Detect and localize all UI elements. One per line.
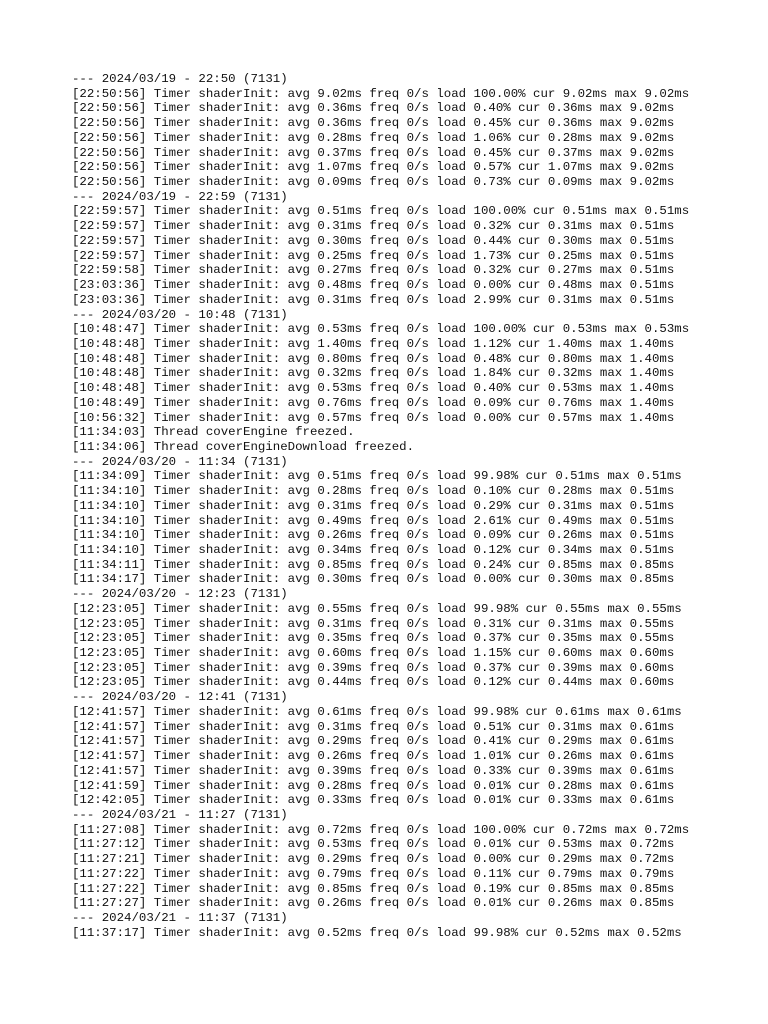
log-entry-line: [11:34:10] Timer shaderInit: avg 0.34ms freq 0/s load 0.12% cur 0.34ms max 0.51ms bbox=[72, 543, 675, 557]
log-entry-line: [11:27:22] Timer shaderInit: avg 0.85ms freq 0/s load 0.19% cur 0.85ms max 0.85ms bbox=[72, 881, 675, 896]
log-entry-line: [22:59:57] Timer shaderInit: avg 0.25ms freq 0/s load 1.73% cur 0.25ms max 0.51ms bbox=[72, 248, 675, 263]
log-entry-line: [11:34:11] Timer shaderInit: avg 0.85ms freq 0/s load 0.24% cur 0.85ms max 0.85ms bbox=[72, 557, 675, 572]
log-entry-line: [22:50:56] Timer shaderInit: avg 0.09ms freq 0/s load 0.73% cur 0.09ms max 9.02ms bbox=[72, 175, 675, 190]
log-entry-line: [23:03:36] Timer shaderInit: avg 0.31ms freq 0/s load 2.99% cur 0.31ms max 0.51ms bbox=[72, 292, 675, 307]
log-entry-line: [12:41:57] Timer shaderInit: avg 0.29ms freq 0/s load 0.41% cur 0.29ms max 0.61ms bbox=[72, 734, 675, 749]
log-entry-line: [11:34:10] Timer shaderInit: avg 0.26ms freq 0/s load 0.09% cur 0.26ms max 0.51ms bbox=[72, 528, 675, 543]
log-entry-line: [22:50:56] Timer shaderInit: avg 0.37ms freq 0/s load 0.45% cur 0.37ms max 9.02ms bbox=[72, 145, 675, 160]
log-entry-line: [11:27:08] Timer shaderInit: avg 0.72ms freq 0/s load 100.00% cur 0.72ms max 0.72ms bbox=[72, 822, 690, 837]
session-header-line: --- 2024/03/20 - 12:23 (7131) bbox=[72, 587, 288, 602]
log-entry-line: [22:59:57] Timer shaderInit: avg 0.31ms freq 0/s load 0.32% cur 0.31ms max 0.51ms bbox=[72, 219, 675, 234]
log-entry-line: [12:42:05] Timer shaderInit: avg 0.33ms freq 0/s load 0.01% cur 0.33ms max 0.61ms bbox=[72, 793, 675, 808]
log-entry-line: [11:34:17] Timer shaderInit: avg 0.30ms freq 0/s load 0.00% cur 0.30ms max 0.85ms bbox=[72, 572, 675, 587]
log-entry-line: [11:34:10] Timer shaderInit: avg 0.49ms freq 0/s load 2.61% cur 0.49ms max 0.51ms bbox=[72, 513, 675, 528]
log-entry-line: [12:41:57] Timer shaderInit: avg 0.61ms freq 0/s load 99.98% cur 0.61ms max 0.61ms bbox=[72, 704, 682, 719]
log-entry-line: [12:23:05] Timer shaderInit: avg 0.44ms freq 0/s load 0.12% cur 0.44ms max 0.60ms bbox=[72, 675, 675, 690]
log-entry-line: [11:27:22] Timer shaderInit: avg 0.79ms freq 0/s load 0.11% cur 0.79ms max 0.79ms bbox=[72, 866, 675, 881]
log-entry-line: [10:48:48] Timer shaderInit: avg 0.53ms freq 0/s load 0.40% cur 0.53ms max 1.40ms bbox=[72, 381, 675, 396]
log-entry-line: [23:03:36] Timer shaderInit: avg 0.48ms freq 0/s load 0.00% cur 0.48ms max 0.51ms bbox=[72, 278, 675, 293]
log-entry-line: [10:48:48] Timer shaderInit: avg 0.80ms freq 0/s load 0.48% cur 0.80ms max 1.40ms bbox=[72, 351, 675, 366]
log-entry-line: [10:48:47] Timer shaderInit: avg 0.53ms freq 0/s load 100.00% cur 0.53ms max 0.53ms bbox=[72, 322, 690, 337]
log-entry-line: [22:50:56] Timer shaderInit: avg 0.28ms freq 0/s load 1.06% cur 0.28ms max 9.02ms bbox=[72, 130, 675, 145]
log-entry-line: [10:48:49] Timer shaderInit: avg 0.76ms freq 0/s load 0.09% cur 0.76ms max 1.40ms bbox=[72, 395, 675, 410]
log-entry-line: [12:41:57] Timer shaderInit: avg 0.39ms freq 0/s load 0.33% cur 0.39ms max 0.61ms bbox=[72, 763, 675, 778]
log-entry-line: [12:23:05] Timer shaderInit: avg 0.55ms freq 0/s load 99.98% cur 0.55ms max 0.55ms bbox=[72, 601, 682, 616]
session-header-line: --- 2024/03/21 - 11:37 (7131) bbox=[72, 910, 288, 925]
log-entry-line: [22:50:56] Timer shaderInit: avg 9.02ms freq 0/s load 100.00% cur 9.02ms max 9.02ms bbox=[72, 86, 690, 101]
log-entry-line: [10:56:32] Timer shaderInit: avg 0.57ms freq 0/s load 0.00% cur 0.57ms max 1.40ms bbox=[72, 410, 675, 425]
log-entry-line: [12:23:05] Timer shaderInit: avg 0.60ms freq 0/s load 1.15% cur 0.60ms max 0.60ms bbox=[72, 646, 675, 661]
session-header-line: --- 2024/03/20 - 10:48 (7131) bbox=[72, 307, 288, 322]
log-entry-line: [11:34:03] Thread coverEngine freezed. bbox=[72, 425, 355, 440]
log-entry-line: [22:59:57] Timer shaderInit: avg 0.51ms freq 0/s load 100.00% cur 0.51ms max 0.51ms bbox=[72, 204, 690, 219]
log-entry-line: [10:48:48] Timer shaderInit: avg 0.32ms freq 0/s load 1.84% cur 0.32ms max 1.40ms bbox=[72, 366, 675, 381]
log-entry-line: [11:27:21] Timer shaderInit: avg 0.29ms freq 0/s load 0.00% cur 0.29ms max 0.72ms bbox=[72, 852, 675, 867]
log-entry-line: [12:23:05] Timer shaderInit: avg 0.39ms freq 0/s load 0.37% cur 0.39ms max 0.60ms bbox=[72, 660, 675, 675]
log-entry-line: [11:34:10] Timer shaderInit: avg 0.31ms freq 0/s load 0.29% cur 0.31ms max 0.51ms bbox=[72, 498, 675, 513]
log-entry-line: [11:27:27] Timer shaderInit: avg 0.26ms freq 0/s load 0.01% cur 0.26ms max 0.85ms bbox=[72, 896, 675, 911]
log-entry-line: [22:50:56] Timer shaderInit: avg 1.07ms freq 0/s load 0.57% cur 1.07ms max 9.02ms bbox=[72, 160, 675, 175]
session-header-line: --- 2024/03/20 - 12:41 (7131) bbox=[72, 690, 288, 705]
log-entry-line: [10:48:48] Timer shaderInit: avg 1.40ms freq 0/s load 1.12% cur 1.40ms max 1.40ms bbox=[72, 336, 675, 351]
log-entry-line: [12:23:05] Timer shaderInit: avg 0.35ms freq 0/s load 0.37% cur 0.35ms max 0.55ms bbox=[72, 631, 675, 646]
log-entry-line: [12:23:05] Timer shaderInit: avg 0.31ms freq 0/s load 0.31% cur 0.31ms max 0.55ms bbox=[72, 616, 675, 631]
log-entry-line: [12:41:57] Timer shaderInit: avg 0.26ms freq 0/s load 1.01% cur 0.26ms max 0.61ms bbox=[72, 749, 675, 764]
session-header-line: --- 2024/03/19 - 22:50 (7131) bbox=[72, 72, 288, 86]
log-document bbox=[72, 72, 689, 940]
session-header-line: --- 2024/03/19 - 22:59 (7131) bbox=[72, 189, 288, 204]
log-entry-line: [22:59:57] Timer shaderInit: avg 0.30ms freq 0/s load 0.44% cur 0.30ms max 0.51ms bbox=[72, 233, 675, 248]
log-entry-line: [11:34:10] Timer shaderInit: avg 0.28ms freq 0/s load 0.10% cur 0.28ms max 0.51ms bbox=[72, 484, 675, 499]
log-entry-line: [22:50:56] Timer shaderInit: avg 0.36ms freq 0/s load 0.40% cur 0.36ms max 9.02ms bbox=[72, 101, 675, 116]
log-entry-line: [11:37:17] Timer shaderInit: avg 0.52ms freq 0/s load 99.98% cur 0.52ms max 0.52ms bbox=[72, 925, 682, 940]
log-entry-line: [11:34:06] Thread coverEngineDownload freezed. bbox=[72, 439, 415, 454]
log-entry-line: [12:41:57] Timer shaderInit: avg 0.31ms freq 0/s load 0.51% cur 0.31ms max 0.61ms bbox=[72, 719, 675, 734]
session-header-line: --- 2024/03/21 - 11:27 (7131) bbox=[72, 807, 288, 822]
log-entry-line: [22:59:58] Timer shaderInit: avg 0.27ms freq 0/s load 0.32% cur 0.27ms max 0.51ms bbox=[72, 263, 675, 278]
log-entry-line: [11:34:09] Timer shaderInit: avg 0.51ms freq 0/s load 99.98% cur 0.51ms max 0.51ms bbox=[72, 469, 682, 484]
log-entry-line: [22:50:56] Timer shaderInit: avg 0.36ms freq 0/s load 0.45% cur 0.36ms max 9.02ms bbox=[72, 116, 675, 131]
log-entry-line: [12:41:59] Timer shaderInit: avg 0.28ms freq 0/s load 0.01% cur 0.28ms max 0.61ms bbox=[72, 778, 675, 793]
session-header-line: --- 2024/03/20 - 11:34 (7131) bbox=[72, 454, 288, 469]
log-entry-line: [11:27:12] Timer shaderInit: avg 0.53ms freq 0/s load 0.01% cur 0.53ms max 0.72ms bbox=[72, 837, 675, 852]
